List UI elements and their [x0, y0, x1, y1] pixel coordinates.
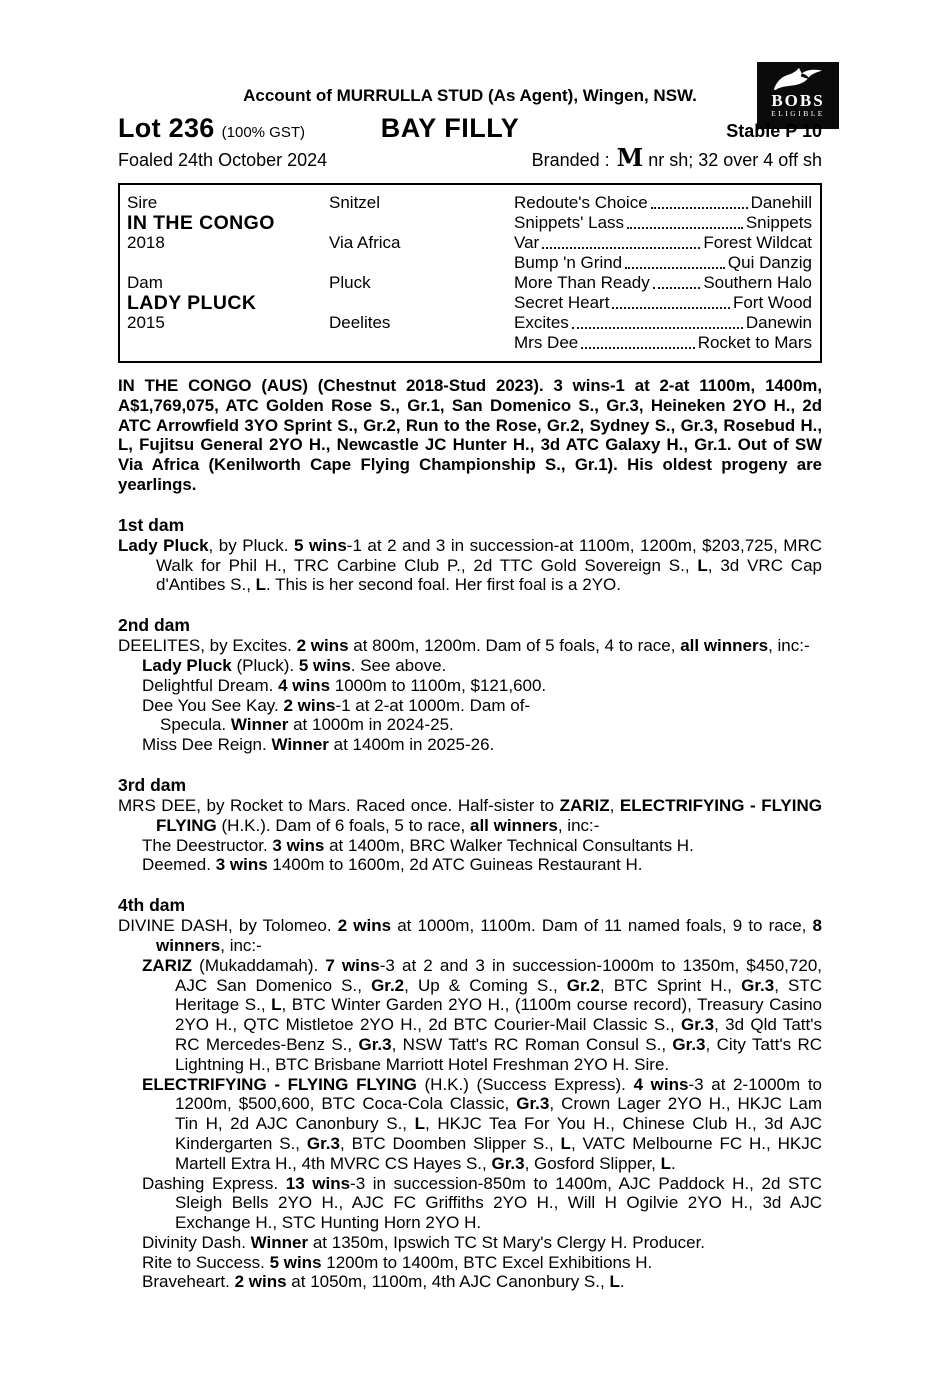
progeny-entry: Lady Pluck (Pluck). 5 wins. See above.	[142, 655, 447, 675]
ancestor-sire-name: Rocket to Mars	[697, 333, 812, 352]
catalogue-page	[118, 60, 825, 1292]
horse-head-icon	[768, 66, 828, 92]
brand-mark-icon: M	[616, 143, 644, 172]
pedigree-cell: Deelites	[329, 313, 391, 332]
progeny-entry: Dashing Express. 13 wins-3 in succession-850m to 1400m, AJC Paddock H., 2d STC Sleigh Bells 2YO H., AJC FC Griffiths 2YO H., Will H Ogilvie 2YO H., 3d AJC Exchange H., STC Hunting Horn 2YO H.	[142, 1173, 823, 1233]
pedigree-horse-name: IN THE CONGO	[127, 212, 275, 234]
section-3rd-dam	[118, 775, 822, 875]
progeny-entry: Delightful Dream. 4 wins 1000m to 1100m, $121,600.	[142, 675, 547, 695]
sire-summary-paragraph: IN THE CONGO (AUS) (Chestnut 2018-Stud 2023). 3 wins-1 at 2-at 1100m, 1400m, A$1,769,075, ATC Golden Rose S., Gr.1, San Domenico S., Gr.3, Heineken 2YO H., 2d ATC Arrowfield 3YO Sprint S., Gr.2, Run to the Rose, Gr.2, Sydney S., Gr.3, Rosebud H., L, Fujitsu General 2YO H., Newcastle JC Hunter H., 3d ATC Galaxy H., Gr.1. Out of SW Via Africa (Kenilworth Cape Flying Championship S., Gr.1). His oldest progeny are yearlings.	[118, 376, 822, 494]
foaled-date: Foaled 24th October 2024	[118, 150, 328, 170]
section-1st-dam	[118, 515, 822, 595]
ancestor-sire-name: Qui Danzig	[727, 253, 812, 272]
ancestor-dam-name: Var	[514, 233, 540, 252]
pedigree-ancestor-row	[514, 233, 812, 253]
section-4th-dam	[118, 895, 822, 1292]
progeny-entry: Divinity Dash. Winner at 1350m, Ipswich TC St Mary's Clergy H. Producer.	[142, 1232, 706, 1252]
pedigree-cell: 2015	[127, 313, 165, 332]
dot-leader	[627, 227, 743, 229]
dot-leader	[653, 287, 701, 289]
foal-row	[118, 143, 822, 172]
progeny-entry: Miss Dee Reign. Winner at 1400m in 2025-26.	[142, 735, 495, 755]
pedigree-ancestor-row	[514, 213, 812, 233]
section-2nd-dam	[118, 615, 822, 755]
pedigree-cell: Pluck	[329, 273, 371, 292]
dam-entry: MRS DEE, by Rocket to Mars. Raced once. Half-sister to ZARIZ, ELECTRIFYING - FLYING FLYING (H.K.). Dam of 6 foals, 5 to race, all winners, inc:-	[118, 795, 822, 835]
dam-entry: DIVINE DASH, by Tolomeo. 2 wins at 1000m, 1100m. Dam of 11 named foals, 9 to race, 8 winners, inc:-	[118, 916, 822, 955]
ancestor-sire-name: Fort Wood	[732, 293, 812, 312]
ancestor-sire-name: Southern Halo	[703, 273, 812, 292]
ancestor-dam-name: Mrs Dee	[514, 333, 579, 352]
branded-prefix: Branded :	[531, 150, 610, 170]
ancestor-dam-name: Redoute's Choice	[514, 193, 648, 212]
dot-leader	[581, 347, 694, 349]
dam-sections	[118, 515, 822, 1293]
pedigree-cell: Snitzel	[329, 193, 381, 212]
ancestor-sire-name: Danewin	[745, 313, 812, 332]
progeny-entry: Dee You See Kay. 2 wins-1 at 2-at 1000m. Dam of-	[142, 695, 531, 715]
pedigree-ancestor-row	[514, 193, 812, 213]
progeny-entry: ELECTRIFYING - FLYING FLYING (H.K.) (Success Express). 4 wins-3 at 2-1000m to 1200m, $500,600, BTC Coca-Cola Classic, Gr.3, Crown Lager 2YO H., HKJC Lam Tin H, 2d AJC Canonbury S., L, HKJC Tea For You H., Chinese Club H., 3d AJC Kindergarten S., Gr.3, BTC Doomben Slipper S., L, VATC Melbourne FC H., HKJC Martell Extra H., 4th MVRC CS Hayes S., Gr.3, Gosford Slipper, L.	[142, 1074, 823, 1173]
ancestor-dam-name: Snippets' Lass	[514, 213, 625, 232]
bobs-logo-subtitle: ELIGIBLE	[771, 109, 825, 118]
horse-description: BAY FILLY	[380, 113, 520, 143]
stable-number: Stable P 10	[726, 121, 822, 141]
lot-number: Lot 236	[118, 113, 215, 143]
dot-leader	[542, 247, 700, 249]
dam-entry: DEELITES, by Excites. 2 wins at 800m, 1200m. Dam of 5 foals, 4 to race, all winners, inc:-	[118, 636, 810, 656]
dot-leader	[625, 267, 725, 269]
section-heading-1st-dam: 1st dam	[118, 514, 185, 535]
pedigree-cell: Sire	[127, 193, 158, 212]
section-heading-3rd-dam: 3rd dam	[118, 774, 187, 795]
ancestor-dam-name: Secret Heart	[514, 293, 610, 312]
section-heading-4th-dam: 4th dam	[118, 895, 186, 916]
progeny-entry: Rite to Success. 5 wins 1200m to 1400m, BTC Excel Exhibitions H.	[142, 1252, 653, 1272]
dot-leader	[651, 207, 748, 209]
pedigree-cell: Via Africa	[329, 233, 401, 252]
dot-leader	[572, 327, 743, 329]
pedigree-cell: Dam	[127, 273, 163, 292]
pedigree-table	[118, 183, 822, 363]
pedigree-horse-name: LADY PLUCK	[127, 292, 257, 314]
progeny-entry: ZARIZ (Mukaddamah). 7 wins-3 at 2 and 3 in succession-1000m to 1350m, $450,720, AJC San Domenico S., Gr.2, Up & Coming S., Gr.2, BTC Sprint H., Gr.3, STC Heritage S., L, BTC Winter Garden 2YO H., (1100m course record), Treasury Casino 2YO H., QTC Mistletoe 2YO H., 2d BTC Courier-Mail Classic S., Gr.3, 3d Qld Tatt's RC Mercedes-Benz S., Gr.3, NSW Tatt's RC Roman Consul S., Gr.3, City Tatt's RC Lightning H., BTC Brisbane Marriott Hotel Freshman 2YO H. Sire.	[142, 955, 823, 1074]
section-heading-2nd-dam: 2nd dam	[118, 615, 190, 636]
pedigree-ancestor-row	[514, 293, 812, 313]
pedigree-ancestor-row	[514, 253, 812, 273]
ancestor-dam-name: Bump 'n Grind	[514, 253, 623, 272]
dot-leader	[612, 307, 730, 309]
pedigree-cell: 2018	[127, 233, 165, 252]
subprogeny-entry: Specula. Winner at 1000m in 2024-25.	[160, 715, 454, 735]
ancestor-sire-name: Forest Wildcat	[703, 233, 812, 252]
ancestor-dam-name: More Than Ready	[514, 273, 650, 292]
pedigree-ancestor-row	[514, 313, 812, 333]
ancestor-sire-name: Danehill	[750, 193, 812, 212]
pedigree-ancestor-row	[514, 333, 812, 353]
dam-entry: Lady Pluck, by Pluck. 5 wins-1 at 2 and 3 in succession-at 1100m, 1200m, $203,725, MRC Walk for Phil H., TRC Carbine Club P., 2d TTC Gold Sovereign S., L, 3d VRC Cap d'Antibes S., L. This is her second foal. Her first foal is a 2YO.	[118, 535, 823, 595]
progeny-entry: Deemed. 3 wins 1400m to 1600m, 2d ATC Guineas Restaurant H.	[142, 855, 643, 875]
gst-note: (100% GST)	[221, 124, 305, 141]
progeny-entry: Braveheart. 2 wins at 1050m, 1100m, 4th AJC Canonbury S., L.	[142, 1272, 625, 1292]
branded-line	[531, 143, 822, 172]
bobs-logo-title: BOBS	[771, 91, 825, 110]
progeny-entry: The Deestructor. 3 wins at 1400m, BRC Walker Technical Consultants H.	[142, 835, 694, 855]
lot-header-row	[118, 113, 822, 145]
ancestor-dam-name: Excites	[514, 313, 569, 332]
pedigree-ancestor-row	[514, 273, 812, 293]
ancestor-sire-name: Snippets	[745, 213, 812, 232]
account-line: Account of MURRULLA STUD (As Agent), Wingen, NSW.	[243, 86, 697, 105]
branded-details: nr sh; 32 over 4 off sh	[648, 150, 822, 170]
